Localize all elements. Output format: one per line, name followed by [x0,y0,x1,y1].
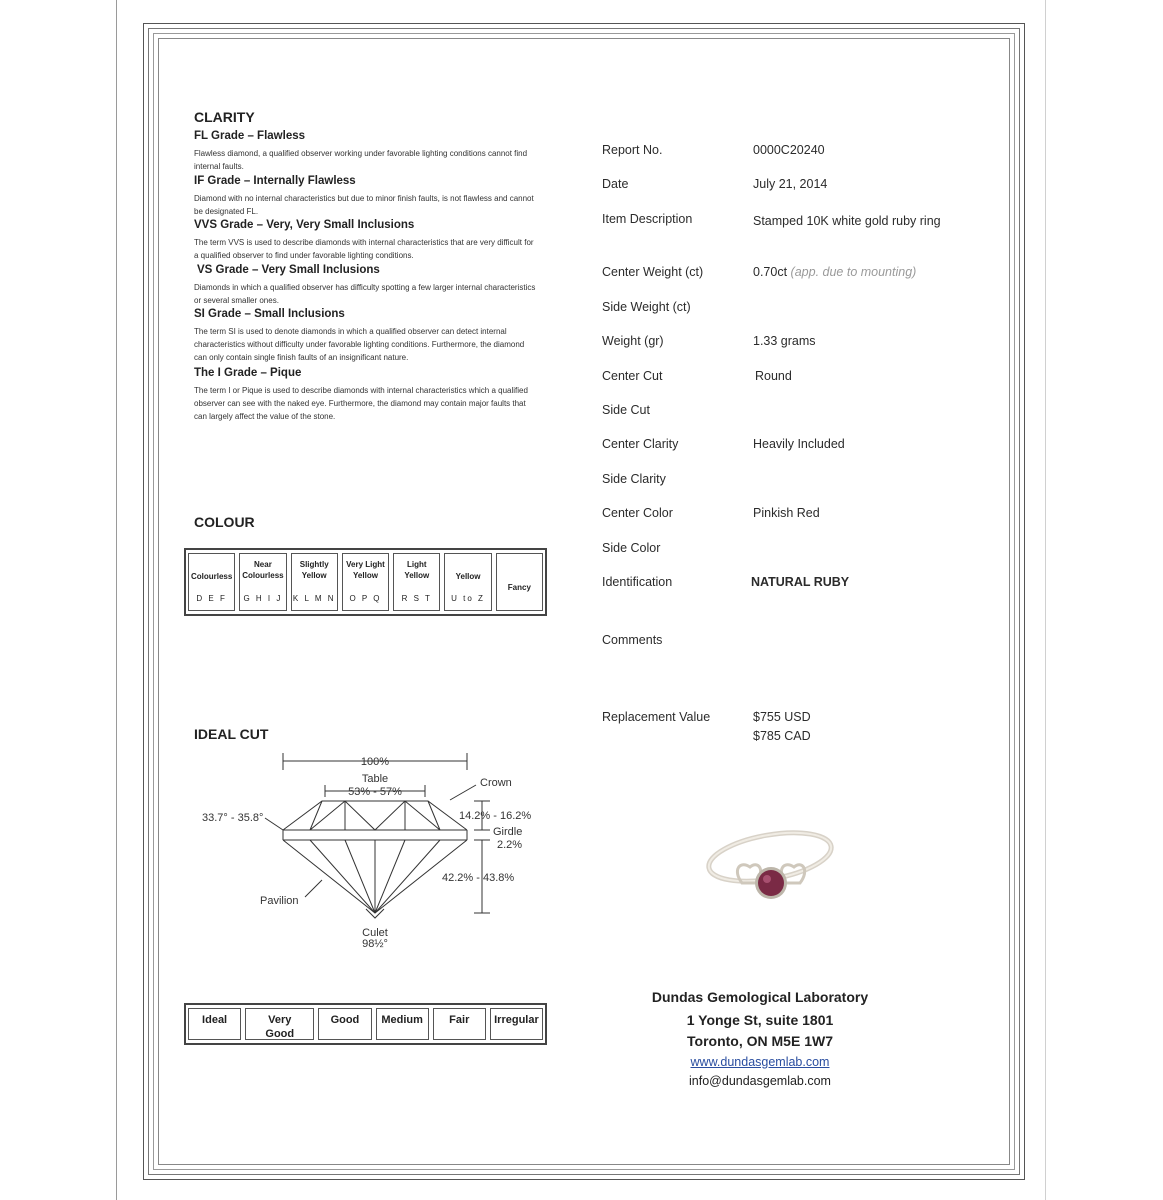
clarity-grade-desc: The term I or Pique is used to describe diamonds with internal characteristics which a qualified observer can see with the naked eye. Furthermore, the diamond may contain major faults that can largely affect the value of the stone. [194,386,528,421]
field-label: Side Color [602,541,661,555]
clarity-grade-desc: The term SI is used to denote diamonds in which a qualified observer can detect internal characteristics without difficulty under favorable lighting conditions. Furthermore, the diamond can only contain single finish faults of an insignificant nature. [194,327,525,362]
clarity-grade-title: The I Grade – Pique [194,367,302,379]
cut-grade-table [184,1003,547,1045]
clarity-heading: CLARITY [194,109,255,125]
colour-cell-grades: G H I J [243,594,283,603]
lab-email: info@dundasgemlab.com [689,1074,831,1088]
colour-cell-name: Yellow [455,572,481,581]
ideal-cut-heading: IDEAL CUT [194,726,269,742]
field-value: Round [755,369,792,383]
colour-cell-name: Very Light Yellow [346,560,385,580]
cut-grade-cell: Fair [433,1008,486,1040]
lab-address: Toronto, ON M5E 1W7 [687,1033,833,1049]
ruby-highlight [763,875,771,883]
dim-crown-label: Crown [480,777,512,789]
field-value: 1.33 grams [753,334,816,348]
field-note: (app. due to mounting) [790,265,917,279]
cut-grade-cell: Very Good [245,1008,314,1040]
clarity-grade-desc: Flawless diamond, a qualified observer working under favorable lighting conditions cannot find internal faults. [194,149,528,171]
clarity-grade-title: VS Grade – Very Small Inclusions [197,264,380,276]
colour-cell-name: Colourless [190,572,233,581]
lab-address: 1 Yonge St, suite 1801 [686,1012,834,1028]
field-label: Replacement Value [602,710,711,724]
ring-photo [690,815,850,925]
field-label: Side Weight (ct) [602,300,691,314]
field-label: Weight (gr) [602,334,664,348]
lab-website-link[interactable]: www.dundasgemlab.com [690,1055,830,1069]
field-value: NATURAL RUBY [751,575,850,589]
dim-culet-value: 98½° [362,938,388,950]
clarity-grade-title: IF Grade – Internally Flawless [194,175,356,187]
colour-cell-name: Near Colourless [242,560,284,580]
colour-cell-grades: D E F [196,594,227,603]
colour-cell-grades: O P Q [349,594,382,603]
colour-cell-name: Slightly Yellow [299,560,329,580]
colour-heading: COLOUR [194,514,255,530]
field-value: $755 USD [753,710,811,724]
clarity-grade-title: VVS Grade – Very, Very Small Inclusions [194,219,415,231]
lab-name: Dundas Gemological Laboratory [651,989,869,1005]
clarity-grade-desc: Diamond with no internal characteristics but due to minor finish faults, is not flawless and cannot be designated FL. [194,194,534,216]
cut-grade-cell: Good [318,1008,371,1040]
cut-grade-cell: Medium [376,1008,429,1040]
field-value: $785 CAD [753,729,811,743]
field-value: Stamped 10K white gold ruby ring [753,214,941,228]
dim-pavilion-label: Pavilion [260,895,299,907]
field-label: Side Cut [602,403,650,417]
clarity-grade-desc: Diamonds in which a qualified observer has difficulty spotting a few larger internal characteristics or several smaller ones. [194,283,536,305]
field-label: Date [602,177,629,191]
dim-crown-height: 14.2% - 16.2% [459,810,532,822]
cut-grade-cell: Irregular [490,1008,543,1040]
dim-total-label: 100% [360,756,390,768]
dim-culet-label: Culet [362,927,388,939]
field-label: Side Clarity [602,472,666,486]
field-value-group [753,265,916,279]
dim-crown-angle: 33.7° - 35.8° [202,812,264,824]
colour-cell-grades: U to Z [451,594,485,603]
colour-cell-name: Fancy [507,583,531,592]
colour-cell-name: Light Yellow [404,560,430,580]
cut-grade-cell: Ideal [188,1008,241,1040]
field-label: Center Color [602,506,673,520]
field-value: Pinkish Red [753,506,820,520]
field-label: Center Cut [602,369,663,383]
field-label: Identification [602,575,673,589]
clarity-grade-title: FL Grade – Flawless [194,130,306,142]
field-value: July 21, 2014 [753,177,828,191]
field-label: Report No. [602,143,663,157]
dim-table-range: 53% - 57% [348,786,402,798]
field-label: Center Weight (ct) [602,265,704,279]
clarity-grade-desc: The term VVS is used to describe diamonds with internal characteristics that are very difficult for a qualified observer to find under favorable lighting conditions. [194,238,534,260]
clarity-grade-title: SI Grade – Small Inclusions [194,308,345,320]
field-value: 0000C20240 [753,143,825,157]
colour-cell-grades: R S T [401,594,432,603]
dim-girdle-label: Girdle [493,826,523,838]
field-label: Center Clarity [602,437,679,451]
ruby-stone [758,870,784,896]
field-label: Item Description [602,212,693,226]
dim-girdle-value: 2.2% [497,839,523,851]
dim-table-label: Table [361,773,389,785]
dim-pavilion-depth: 42.2% - 43.8% [442,872,515,884]
colour-cell-grades: K L M N [292,594,336,603]
field-value: 0.70ct [753,265,788,279]
field-label: Comments [602,633,663,647]
field-value: Heavily Included [753,437,845,451]
